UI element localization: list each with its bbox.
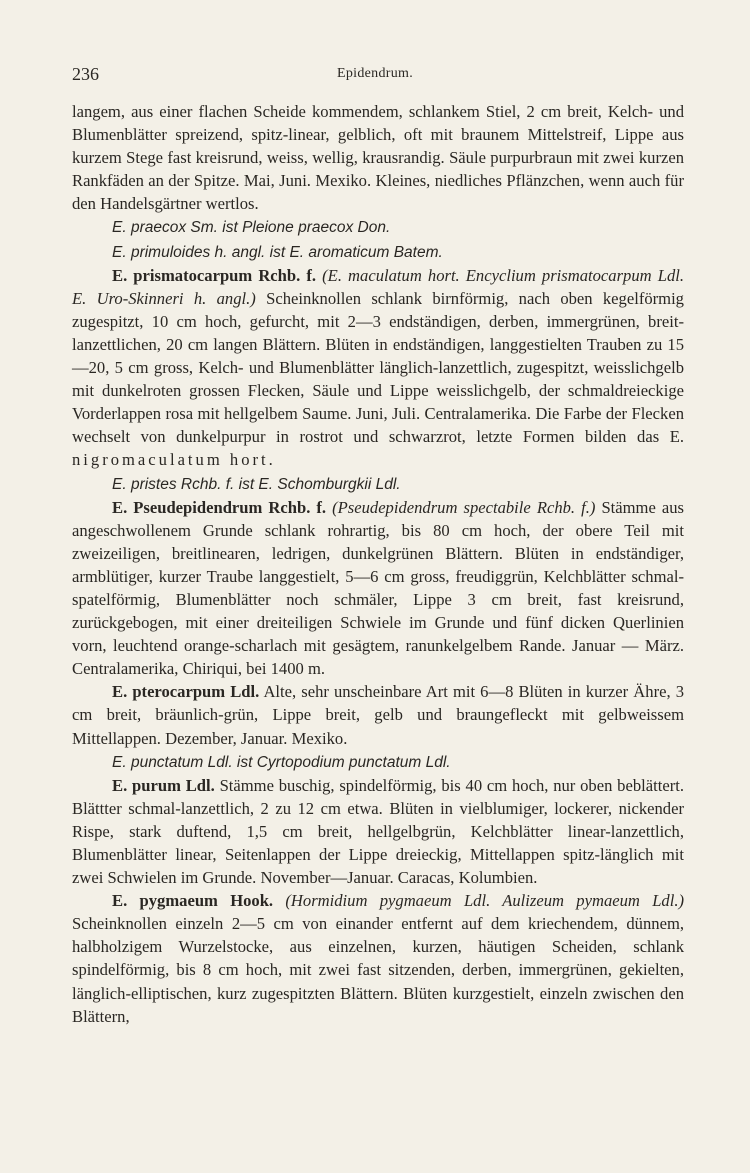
- species-name: E. Pseudepidendrum Rchb. f.: [112, 497, 327, 517]
- species-name: E. purum Ldl.: [112, 775, 215, 795]
- species-entry: [72, 264, 684, 472]
- species-entry: [72, 496, 684, 681]
- species-entry: [72, 774, 684, 889]
- species-description: Stämme aus angeschwollenem Grunde schlank rohrartig, bis 80 cm hoch, der obere Teil mit zweizeiligen, breitlinearen, ledrigen, dunkelgrünen Blättern. Blüten in endständiger, armblütiger, kurzer Traube langgestielt, 5—6 cm gross, freudiggrün, Kelchblätter schmal-spatelförmig, Blumenblätter noch schmäler, Lippe 3 cm breit, fast kreisrund, zurückgebogen, mit einer dreiteiligen Schwiele im Grunde und fünf dicken Querlinien vorn, leuchtend orange-scharlach mit gesägtem, ranunkelgelbem Rande. Januar — März. Centralamerika, Chiriqui, bei 1400 m.: [72, 497, 684, 679]
- species-entry: [72, 889, 684, 1028]
- synonym-line: [72, 215, 684, 239]
- species-description: Scheinknollen schlank birnförmig, nach oben kegelförmig zugespitzt, 10 cm hoch, gefurcht, mit 2—3 endständigen, derben, immergrünen, breit-lanzettlichen, 20 cm langen Blättern. Blüten in endständigen, langgestielten Trauben zu 15—20, 5 cm gross, Kelch- und Blumenblätter länglich-lanzettlich, zugespitzt, weisslichgelb mit dunkelroten grossen Flecken, Säule und Lippe weisslichgelb, der schmaldreieckige Vorderlappen rosa mit hellgelbem Saume. Juni, Juli. Centralamerika. Die Farbe der Flecken wechselt von dunkelpurpur in rostrot und schwarzrot, letzte Formen bilden das E.: [72, 288, 684, 447]
- species-description: Stämme buschig, spindelförmig, bis 40 cm hoch, nur oben beblättert. Blättter schmal-lanzettlich, 2 zu 12 cm etwa. Blüten in vielblumiger, lockerer, nickender Rispe, stark duftend, 1,5 cm breit, hellgelbgrün, Kelchblätter linear-lanzettlich, Blumenblätter linear, Seitenlappen der Lippe dreieckig, Mittellappen spitz-länglich mit zwei Schwielen im Grunde. November—Januar. Caracas, Kolumbien.: [72, 775, 684, 888]
- species-name: E. pterocarpum Ldl.: [112, 682, 260, 702]
- species-synonyms: (Hormidium pygmaeum Ldl. Aulizeum pymaeum Ldl.): [285, 891, 685, 911]
- paragraph-text: langem, aus einer flachen Scheide kommendem, schlankem Stiel, 2 cm breit, Kelch- und Blumenblätter spreizend, spitz-linear, gelblich, oft mit braunem Mittelstreif, Lippe aus kurzem Stege fast kreisrund, weiss, wellig, krausrandig. Säule purpurbraun mit zwei kurzen Rankfäden an der Spitze. Mai, Juni. Mexiko. Kleines, niedliches Pflänzchen, wenn auch für den Handelsgärtner wertlos.: [72, 102, 684, 214]
- synonym-text: E. pristes Rchb. f. ist E. Schomburgkii Ldl.: [112, 475, 401, 493]
- page-number: 236: [72, 64, 99, 84]
- species-description: Alte, sehr unscheinbare Art mit 6—8 Blüten in kurzer Ähre, 3 cm breit, bräunlich-grün, Lippe breit, gelb und braungefleckt mit gelbweissem Mittellappen. Dezember, Januar. Mexiko.: [72, 682, 684, 748]
- synonym-text: E. praecox Sm. ist Pleione praecox Don.: [112, 219, 391, 237]
- page-header: [72, 64, 678, 90]
- synonym-line: [72, 240, 684, 264]
- continuation-paragraph: [72, 100, 684, 215]
- species-description: Scheinknollen einzeln 2—5 cm von einander entfernt auf dem kriechendem, dünnem, halbholzigem Wurzelstocke, aus einzelnen, kurzen, häutigen Scheiden, schlank spindelförmig, bis 8 cm hoch, mit zwei fast sitzenden, derben, immergrünen, gekielten, länglich-elliptischen, kurz zugespitzten Blättern. Blüten kurzgestielt, einzeln zwischen den Blättern,: [72, 914, 684, 1026]
- synonym-line: [72, 472, 684, 496]
- spaced-variety-name: nigromaculatum hort.: [72, 450, 276, 470]
- species-entry: [72, 680, 684, 749]
- synonym-text: E. punctatum Ldl. ist Cyrtopodium punctatum Ldl.: [112, 753, 451, 771]
- species-name: E. pygmaeum Hook.: [112, 891, 274, 911]
- species-synonyms: (Pseudepidendrum spectabile Rchb. f.): [332, 497, 596, 517]
- running-head: Epidendrum.: [336, 66, 413, 81]
- synonym-text: E. primuloides h. angl. ist E. aromaticum Batem.: [112, 243, 443, 261]
- body-text: [72, 100, 684, 1028]
- synonym-line: [72, 750, 684, 774]
- species-synonyms: (E. maculatum hort. Encyclium prismatocarpum Ldl. E. Uro-Skinneri h. angl.): [72, 265, 685, 308]
- species-name: E. prismatocarpum Rchb. f.: [112, 265, 317, 285]
